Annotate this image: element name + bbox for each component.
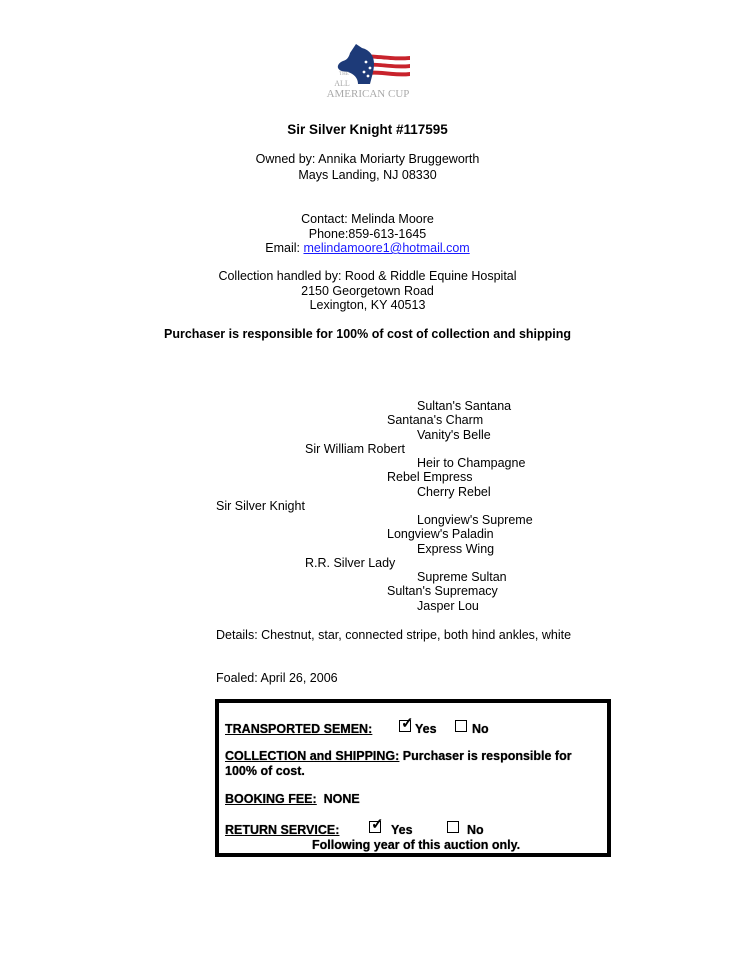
owner-location: Mays Landing, NJ 08330 (298, 168, 437, 182)
collection-shipping-text: Purchaser is responsible for (399, 749, 572, 763)
transported-semen-label: TRANSPORTED SEMEN: (225, 722, 373, 736)
pedigree-g3: Heir to Champagne (417, 456, 526, 470)
pedigree-sire-dam: Rebel Empress (387, 470, 473, 484)
transported-yes-checkbox[interactable] (399, 715, 414, 732)
collection-city: Lexington, KY 40513 (309, 298, 426, 312)
foaled-date: Foaled: April 26, 2006 (216, 671, 338, 685)
collection-handler: Collection handled by: Rood & Riddle Equine Hospital (218, 269, 517, 283)
all-american-cup-logo (318, 42, 418, 104)
return-no-label: No (467, 823, 484, 837)
terms-box (215, 699, 611, 857)
return-service-note: Following year of this auction only. (312, 838, 521, 852)
booking-fee-value: NONE (323, 792, 360, 806)
check-icon: ✓ (371, 816, 384, 833)
return-yes-label: Yes (391, 823, 413, 837)
pedigree-horse: Sir Silver Knight (216, 499, 305, 513)
pedigree-g5: Longview's Supreme (417, 513, 533, 527)
return-no-checkbox[interactable] (447, 821, 459, 833)
page-title: Sir Silver Knight #117595 (287, 122, 448, 137)
check-icon: ✓ (401, 715, 414, 732)
horse-details: Details: Chestnut, star, connected stripe, both hind ankles, white (216, 628, 572, 642)
transported-no-label: No (472, 722, 489, 736)
collection-street: 2150 Georgetown Road (301, 284, 434, 298)
owner-line: Owned by: Annika Moriarty Bruggeworth (255, 152, 480, 166)
booking-fee-line (225, 792, 360, 806)
transported-yes-label: Yes (415, 722, 437, 736)
pedigree-dam-dam: Sultan's Supremacy (387, 584, 498, 598)
transported-no-checkbox[interactable] (455, 720, 467, 732)
pedigree-g8: Jasper Lou (417, 599, 479, 613)
pedigree-sire: Sir William Robert (305, 442, 406, 456)
pedigree-g4: Cherry Rebel (417, 485, 491, 499)
pedigree-g7: Supreme Sultan (417, 570, 507, 584)
contact-email-line (0, 240, 735, 256)
pedigree-g6: Express Wing (417, 542, 495, 556)
logo-text-american-cup: AMERICAN CUP (326, 88, 410, 100)
email-label: Email: (265, 241, 304, 255)
collection-shipping-text-2: 100% of cost. (225, 764, 305, 778)
contact-name: Contact: Melinda Moore (301, 212, 434, 226)
return-yes-checkbox[interactable] (369, 816, 384, 833)
purchaser-note: Purchaser is responsible for 100% of cost of collection and shipping (163, 327, 572, 341)
pedigree-sire-sire: Santana's Charm (387, 413, 484, 427)
booking-fee-label: BOOKING FEE: (225, 792, 317, 806)
pedigree-g1: Sultan's Santana (417, 399, 512, 413)
collection-shipping-label: COLLECTION and SHIPPING: (225, 749, 400, 763)
logo-text-all: ALL (334, 79, 350, 88)
pedigree-dam: R.R. Silver Lady (305, 556, 396, 570)
return-service-label: RETURN SERVICE: (225, 823, 340, 837)
pedigree-dam-sire: Longview's Paladin (387, 527, 494, 541)
pedigree-g2: Vanity's Belle (417, 428, 491, 442)
collection-shipping-line (225, 749, 572, 763)
email-link[interactable]: melindamoore1@hotmail.com (303, 241, 470, 255)
contact-phone: Phone:859-613-1645 (308, 227, 427, 241)
logo-text-small: THE (339, 72, 349, 77)
